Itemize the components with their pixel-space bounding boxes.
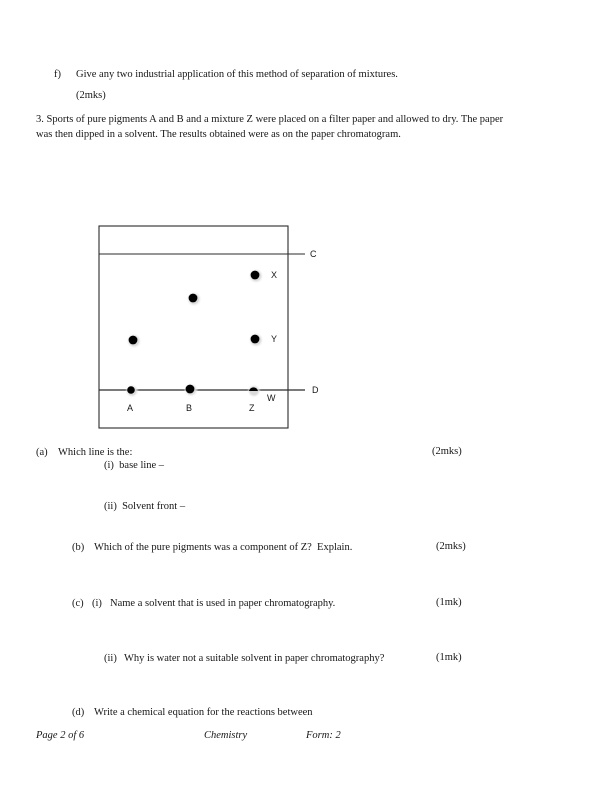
question-a-sub-i: (i) base line – — [104, 460, 165, 471]
footer-page-number: Page 2 of 6 — [36, 730, 85, 741]
label-a: A — [127, 403, 134, 413]
spot-z-upper-x — [251, 271, 260, 280]
question-b-label: (b) — [72, 542, 85, 553]
spot-a-risen — [129, 336, 138, 345]
chromatogram-svg — [0, 210, 612, 440]
question-f-text: Give any two industrial application of this method of separation of mixtures. — [76, 69, 398, 80]
question-f-label: f) — [54, 69, 61, 80]
label-x: X — [271, 270, 278, 280]
spot-z-lower-y — [251, 335, 260, 344]
question-a-text: Which line is the: — [58, 447, 133, 458]
footer-subject: Chemistry — [204, 730, 248, 741]
label-c: C — [310, 249, 317, 259]
question-a-sub-ii: (ii) Solvent front – — [104, 501, 186, 512]
question-f-marks: (2mks) — [76, 90, 106, 101]
question-b-marks: (2mks) — [436, 541, 466, 552]
filter-paper-rect — [99, 226, 288, 428]
question-c-label: (c) — [72, 598, 84, 609]
question-a-marks: (2mks) — [432, 446, 462, 457]
spot-a-origin — [127, 386, 135, 394]
spot-b-origin — [186, 385, 195, 394]
question-c-marks-i: (1mk) — [436, 597, 462, 608]
question-c-roman-i: (i) — [92, 598, 102, 609]
question-b-text: Which of the pure pigments was a component of Z? Explain. — [94, 542, 353, 553]
label-d: D — [312, 385, 319, 395]
question-c-roman-ii: (ii) — [104, 653, 117, 664]
question-c-marks-ii: (1mk) — [436, 652, 462, 663]
question-c-text-i: Name a solvent that is used in paper chromatography. — [110, 598, 336, 609]
paper-chromatogram-figure — [0, 210, 612, 440]
spot-b-risen — [189, 294, 198, 303]
question-3-stem: 3. Sports of pure pigments A and B and a mixture Z were placed on a filter paper and allowed to dry. The paper was then dipped in a solvent. The results obtained were as on the paper chromatogram. — [36, 114, 504, 140]
label-y: Y — [271, 334, 278, 344]
label-w: W — [267, 393, 276, 403]
question-d-label: (d) — [72, 707, 85, 718]
question-c-text-ii: Why is water not a suitable solvent in paper chromatography? — [124, 653, 385, 664]
label-z: Z — [249, 403, 255, 413]
label-b: B — [186, 403, 193, 413]
footer-form: Form: 2 — [306, 730, 341, 741]
question-a-label: (a) — [36, 447, 48, 458]
question-d-text: Write a chemical equation for the reactions between — [94, 707, 313, 718]
